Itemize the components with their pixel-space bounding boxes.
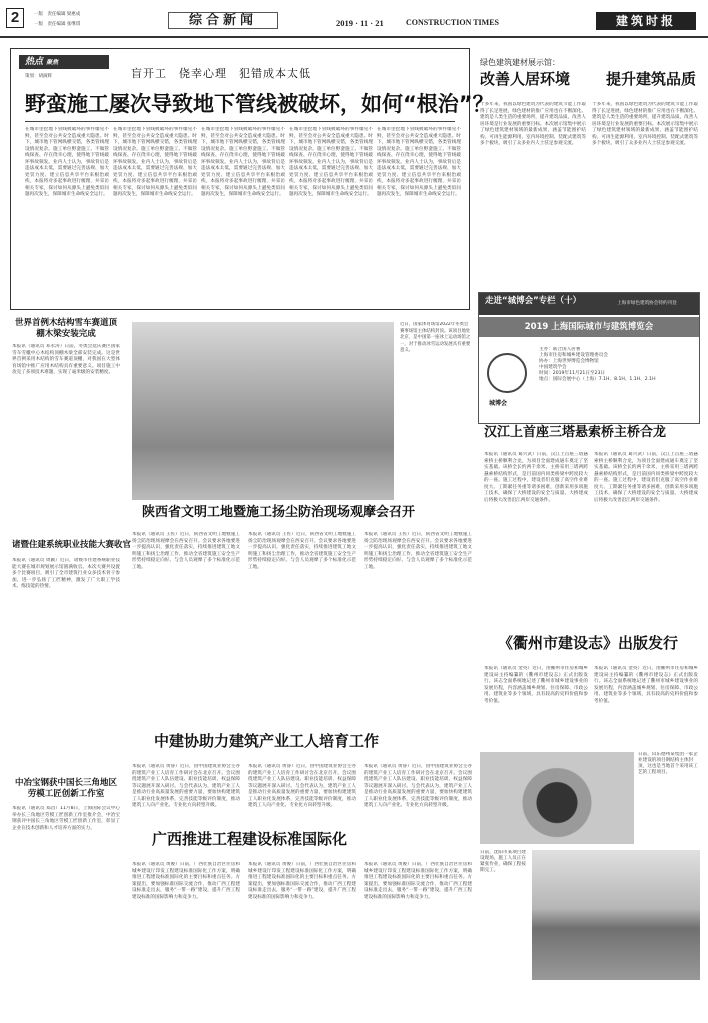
page-header bbox=[0, 0, 708, 38]
site-photo bbox=[532, 850, 700, 980]
wood-body: 本报讯（通讯员 邓永涛）日前，冬奥会延庆赛区国家雪车雪橇中心木结构顶棚木梁全部安装完成。这是世界首例采用木结构的雪车赛道顶棚，对我国在大型体育场馆中推广应用木结构具有重要意义。项目施工中攻克了多项技术难题，实现了毫米级的安装精度。 bbox=[12, 344, 120, 375]
zhuji-title: 诸暨住建系统职业技能大赛收官 bbox=[12, 540, 132, 550]
stadium-photo bbox=[132, 322, 394, 500]
hanjiang-title: 汉江上首座三塔悬索桥主桥合龙 bbox=[484, 425, 667, 440]
shaanxi-body-col-3: 本报讯（通讯员 王佐）近日，陕西省文明工地暨施工扬尘防治现场观摩会在西安召开。会议要求各地要进一步提高认识，强化责任落实，持续推进建筑工地文明施工和扬尘治理工作，推动全省建筑施工安全生产形势持续稳定向好。与会人员观摩了多个标准化示范工地。 bbox=[364, 532, 472, 570]
zhongjian-title: 中建协助力建筑产业工人培育工作 bbox=[154, 732, 380, 750]
guangxi-body-col-3: 本报讯（通讯员 黄俊）日前，广西壮族自治区住房和城乡建设厅印发工程建设标准国际化工作方案，明确推进工程建设标准国际化的主要目标和重点任务。方案提出，要加强标准国际交流合作，推动广西工程建设标准走出去，服务“一带一路”建设，提升广西工程建设标准的国际影响力和竞争力。 bbox=[364, 862, 472, 900]
shaanxi-body-col-1: 本报讯（通讯员 王佐）近日，陕西省文明工地暨施工扬尘防治现场观摩会在西安召开。会议要求各地要进一步提高认识，强化责任落实，持续推进建筑工地文明施工和扬尘治理工作，推动全省建筑施工安全生产形势持续稳定向好。与会人员观摩了多个标准化示范工地。 bbox=[132, 532, 240, 570]
zhongye-body: 本报讯（通讯员 郑昌）11月8日，上海国际会议中心举办长三角地区劳模工匠创新工作室推介会，中冶宝钢获评中国长三角地区劳模工匠创新工作室，彰显了企业在技术创新和人才培养方面的实力。 bbox=[12, 806, 120, 831]
stadium-photo-caption: 近日，国家体育场馆2022年冬奥会赛事场馆主体结构封顶。该项目地处北京，是中国第一座冰上运动场馆之一，对于推动冰雪运动发展具有重要意义。 bbox=[400, 322, 471, 353]
shaanxi-title: 陕西省文明工地暨施工扬尘防治现场观摩会召开 bbox=[142, 505, 416, 520]
focus-body-col-3: 在城市里挖地下管线被破坏的事件屡见不鲜，甚至会对公共安全造成重大隐患。时下，城市地下管网纵横交错，各类管线埋设情况复杂。施工单位野蛮施工、不做管线探查、存在侥幸心理，使得地下管线破坏事故频发。业内人士认为，事故背后是违法成本太低，需要通过完善法规、加大处罚力度、建立信息共享平台来根治顽疾。本报将对多起事故进行梳理，并采访相关专家，探讨如何从源头上避免类似问题再次发生，保障城市生命线安全运行。 bbox=[201, 127, 285, 197]
zhuji-story bbox=[10, 540, 132, 736]
quzhou-title: 《衢州市建设志》出版发行 bbox=[498, 634, 679, 652]
zhongye-story bbox=[10, 778, 122, 1018]
issue-date: 2019 · 11 · 21 bbox=[336, 18, 384, 28]
focus-byline: 策划：胡滴辉 bbox=[25, 73, 52, 78]
quzhou-body-col-2: 本报讯（通讯员 金英）近日，由衢州市住房和城乡建设局主持编纂的《衢州市建设志》正式出版发行。该志全面系统地记述了衢州市城乡建设事业的发展历程，内容涵盖城乡规划、住房保障、市政公用、建筑业等多个领域，具有较高的史料价值和参考价值。 bbox=[594, 666, 698, 704]
tunnel-caption: 日前，山东德州某集团一家企业建设的项目钢结构主体封顶，这也是当地首个采用该工艺的工程项目。 bbox=[638, 752, 698, 775]
editor-line-2: 一版 责任编辑 张继琪 bbox=[34, 21, 81, 26]
focus-tag: 热点 聚焦 bbox=[19, 55, 109, 69]
focus-body-col-5: 在城市里挖地下管线被破坏的事件屡见不鲜，甚至会对公共安全造成重大隐患。时下，城市地下管网纵横交错，各类管线埋设情况复杂。施工单位野蛮施工、不做管线探查、存在侥幸心理，使得地下管线破坏事故频发。业内人士认为，事故背后是违法成本太低，需要通过完善法规、加大处罚力度、建立信息共享平台来根治顽疾。本报将对多起事故进行梳理，并采访相关专家，探讨如何从源头上避免类似问题再次发生，保障城市生命线安全运行。 bbox=[377, 127, 461, 197]
section-title: 综合新闻 bbox=[168, 12, 278, 29]
wood-beam-story bbox=[10, 318, 122, 538]
site-photo-caption: 日前，沈阳市某项目建设现场，施工人员正在紧张作业，确保工程按期完工。 bbox=[480, 850, 526, 873]
shaanxi-body-col-2: 本报讯（通讯员 王佐）近日，陕西省文明工地暨施工扬尘防治现场观摩会在西安召开。会议要求各地要进一步提高认识，强化责任落实，持续推进建筑工地文明施工和扬尘治理工作，推动全省建筑施工安全生产形势持续稳定向好。与会人员观摩了多个标准化示范工地。 bbox=[248, 532, 356, 570]
guangxi-title: 广西推进工程建设标准国际化 bbox=[152, 830, 348, 848]
expo-title: 2019 上海国际城市与建筑博览会 bbox=[479, 317, 699, 337]
expo-logo-text: 城博会 bbox=[489, 400, 508, 407]
paper-name: CONSTRUCTION TIMES bbox=[406, 18, 499, 27]
shaanxi-story bbox=[132, 505, 472, 730]
guangxi-body-col-2: 本报讯（通讯员 黄俊）日前，广西壮族自治区住房和城乡建设厅印发工程建设标准国际化工作方案，明确推进工程建设标准国际化的主要目标和重点任务。方案提出，要加强标准国际交流合作，推动广西工程建设标准走出去，服务“一带一路”建设，提升广西工程建设标准的国际影响力和竞争力。 bbox=[248, 862, 356, 900]
zhongjian-body-col-1: 本报讯（通讯员 黄睿）近日，由中国建筑业协会主办的建筑产业工人培育工作研讨会在北京召开。会议围绕建筑产业工人队伍建设、职业技能培训、权益保障等议题展开深入研讨。与会代表认为，建筑产业工人是推动行业高质量发展的重要力量，要加快构建建筑工人职业化发展体系，完善技能等级评价制度，推动建筑工人向产业化、专业化方向转型升级。 bbox=[132, 764, 240, 808]
guangxi-body-col-1: 本报讯（通讯员 黄俊）日前，广西壮族自治区住房和城乡建设厅印发工程建设标准国际化工作方案，明确推进工程建设标准国际化的主要目标和重点任务。方案提出，要加强标准国际交流合作，推动广西工程建设标准走出去，服务“一带一路”建设，提升广西工程建设标准的国际影响力和竞争力。 bbox=[132, 862, 240, 900]
guangxi-story bbox=[132, 830, 472, 1018]
tunnel-photo bbox=[480, 752, 634, 844]
editor-line-1: 一版 责任编辑 梁惠成 bbox=[34, 11, 81, 16]
zhuji-body: 本报讯（通讯员 周颖）近日，诸暨市住建系统职业技能大赛在城市规划展示馆圆满收官。本次大赛共设置多个比赛项目，吸引了全市建筑行业众多技术骨干参加，进一步弘扬了工匠精神，激发了广大职工学技术、练技能的热情。 bbox=[12, 558, 120, 589]
green-title-left: 改善人居环境 bbox=[480, 70, 571, 88]
focus-body-col-2: 在城市里挖地下管线被破坏的事件屡见不鲜，甚至会对公共安全造成重大隐患。时下，城市地下管网纵横交错，各类管线埋设情况复杂。施工单位野蛮施工、不做管线探查、存在侥幸心理，使得地下管线破坏事故频发。业内人士认为，事故背后是违法成本太低，需要通过完善法规、加大处罚力度、建立信息共享平台来根治顽疾。本报将对多起事故进行梳理，并采访相关专家，探讨如何从源头上避免类似问题再次发生，保障城市生命线安全运行。 bbox=[113, 127, 197, 197]
green-building-story bbox=[478, 58, 700, 290]
green-body-col-2: 十多年来，我国以绿色建筑为代表的建筑节能工作取得了长足进展，绿色建材的推广应用也在不断深化。建筑是人类生活的重要场所，提升建筑品质、改善人居环境是行业发展的重要目标。本次展示馆集中展示了绿色建筑建材领域的最新成果，涵盖节能围护结构、可再生能源利用、室内环境控制、装配式建筑等多个板块，吸引了众多业内人士驻足参观交流。 bbox=[592, 102, 698, 146]
hanjiang-body-col-1: 本报讯（通讯员 葛兴武）日前，汉江上首座三塔悬索桥主桥顺利合龙，为项目全面建成通车奠定了坚实基础。该桥全长约两千余米，主桥采用三塔两跨悬索桥结构形式，是目前国内同类桥梁中跨度较大的一座。施工过程中，建设者们克服了高空作业难度大、工期紧任务重等诸多困难，创新采用多项施工技术，确保了大桥建设的安全与质量。大桥建成后将极大改善沿江两岸交通条件。 bbox=[484, 452, 588, 503]
focus-rule bbox=[25, 121, 455, 122]
zhongye-title: 中冶宝钢获中国长三角地区劳模工匠创新工作室 bbox=[14, 778, 117, 799]
zhongjian-story bbox=[132, 732, 472, 830]
wood-title: 世界首例木结构雪车赛道顶棚木梁安装完成 bbox=[14, 318, 117, 339]
expo-box bbox=[478, 292, 700, 424]
hanjiang-story bbox=[480, 425, 700, 630]
green-body-col-1: 十多年来，我国以绿色建筑为代表的建筑节能工作取得了长足进展，绿色建材的推广应用也在不断深化。建筑是人类生活的重要场所，提升建筑品质、改善人居环境是行业发展的重要目标。本次展示馆集中展示了绿色建筑建材领域的最新成果，涵盖节能围护结构、可再生能源利用、室内环境控制、装配式建筑等多个板块，吸引了众多业内人士驻足参观交流。 bbox=[480, 102, 586, 146]
hanjiang-body-col-2: 本报讯（通讯员 葛兴武）日前，汉江上首座三塔悬索桥主桥顺利合龙，为项目全面建成通车奠定了坚实基础。该桥全长约两千余米，主桥采用三塔两跨悬索桥结构形式，是目前国内同类桥梁中跨度较大的一座。施工过程中，建设者们克服了高空作业难度大、工期紧任务重等诸多困难，创新采用多项施工技术，确保了大桥建设的安全与质量。大桥建成后将极大改善沿江两岸交通条件。 bbox=[594, 452, 698, 503]
expo-logo-mark bbox=[487, 353, 527, 393]
focus-story bbox=[10, 48, 494, 310]
expo-info: 主办：联合国人居署 上海市住房和城乡建设管理委员会 协办：上海世界博览会博物馆 中国建筑学会 时间：2019年11月21日至23日 地点：国际会展中心（上海）7.1H、8.1H、1.1H、2.1H bbox=[539, 347, 656, 382]
focus-subtitle: 盲开工 侥幸心理 犯错成本太低 bbox=[131, 67, 311, 80]
quzhou-body-col-1: 本报讯（通讯员 金英）近日，由衢州市住房和城乡建设局主持编纂的《衢州市建设志》正式出版发行。该志全面系统地记述了衢州市城乡建设事业的发展历程，内容涵盖城乡规划、住房保障、市政公用、建筑业等多个领域，具有较高的史料价值和参考价值。 bbox=[484, 666, 588, 704]
green-label: 绿色建筑建材展示馆： bbox=[480, 58, 560, 67]
focus-body-col-1: 在城市里挖地下管线被破坏的事件屡见不鲜，甚至会对公共安全造成重大隐患。时下，城市地下管网纵横交错，各类管线埋设情况复杂。施工单位野蛮施工、不做管线探查、存在侥幸心理，使得地下管线破坏事故频发。业内人士认为，事故背后是违法成本太低，需要通过完善法规、加大处罚力度、建立信息共享平台来根治顽疾。本报将对多起事故进行梳理，并采访相关专家，探讨如何从源头上避免类似问题再次发生，保障城市生命线安全运行。 bbox=[25, 127, 109, 197]
focus-headline: 野蛮施工屡次导致地下管线被破坏，如何“根治”？ bbox=[25, 92, 494, 116]
quzhou-story bbox=[480, 634, 700, 750]
focus-body-col-4: 在城市里挖地下管线被破坏的事件屡见不鲜，甚至会对公共安全造成重大隐患。时下，城市地下管网纵横交错，各类管线埋设情况复杂。施工单位野蛮施工、不做管线探查、存在侥幸心理，使得地下管线破坏事故频发。业内人士认为，事故背后是违法成本太低，需要通过完善法规、加大处罚力度、建立信息共享平台来根治顽疾。本报将对多起事故进行梳理，并采访相关专家，探讨如何从源头上避免类似问题再次发生，保障城市生命线安全运行。 bbox=[289, 127, 373, 197]
green-title-right: 提升建筑品质 bbox=[606, 70, 697, 88]
zhongjian-body-col-2: 本报讯（通讯员 黄睿）近日，由中国建筑业协会主办的建筑产业工人培育工作研讨会在北京召开。会议围绕建筑产业工人队伍建设、职业技能培训、权益保障等议题展开深入研讨。与会代表认为，建筑产业工人是推动行业高质量发展的重要力量，要加快构建建筑工人职业化发展体系，完善技能等级评价制度，推动建筑工人向产业化、专业化方向转型升级。 bbox=[248, 764, 356, 808]
zhongjian-body-col-3: 本报讯（通讯员 黄睿）近日，由中国建筑业协会主办的建筑产业工人培育工作研讨会在北京召开。会议围绕建筑产业工人队伍建设、职业技能培训、权益保障等议题展开深入研讨。与会代表认为，建筑产业工人是推动行业高质量发展的重要力量，要加快构建建筑工人职业化发展体系，完善技能等级评价制度，推动建筑工人向产业化、专业化方向转型升级。 bbox=[364, 764, 472, 808]
page-number: 2 bbox=[6, 8, 24, 28]
paper-logo: 建筑时报 bbox=[596, 12, 696, 30]
expo-banner: 走进“城博会”专栏（十） 上海市绿色建筑协会特约刊登 bbox=[479, 293, 699, 315]
